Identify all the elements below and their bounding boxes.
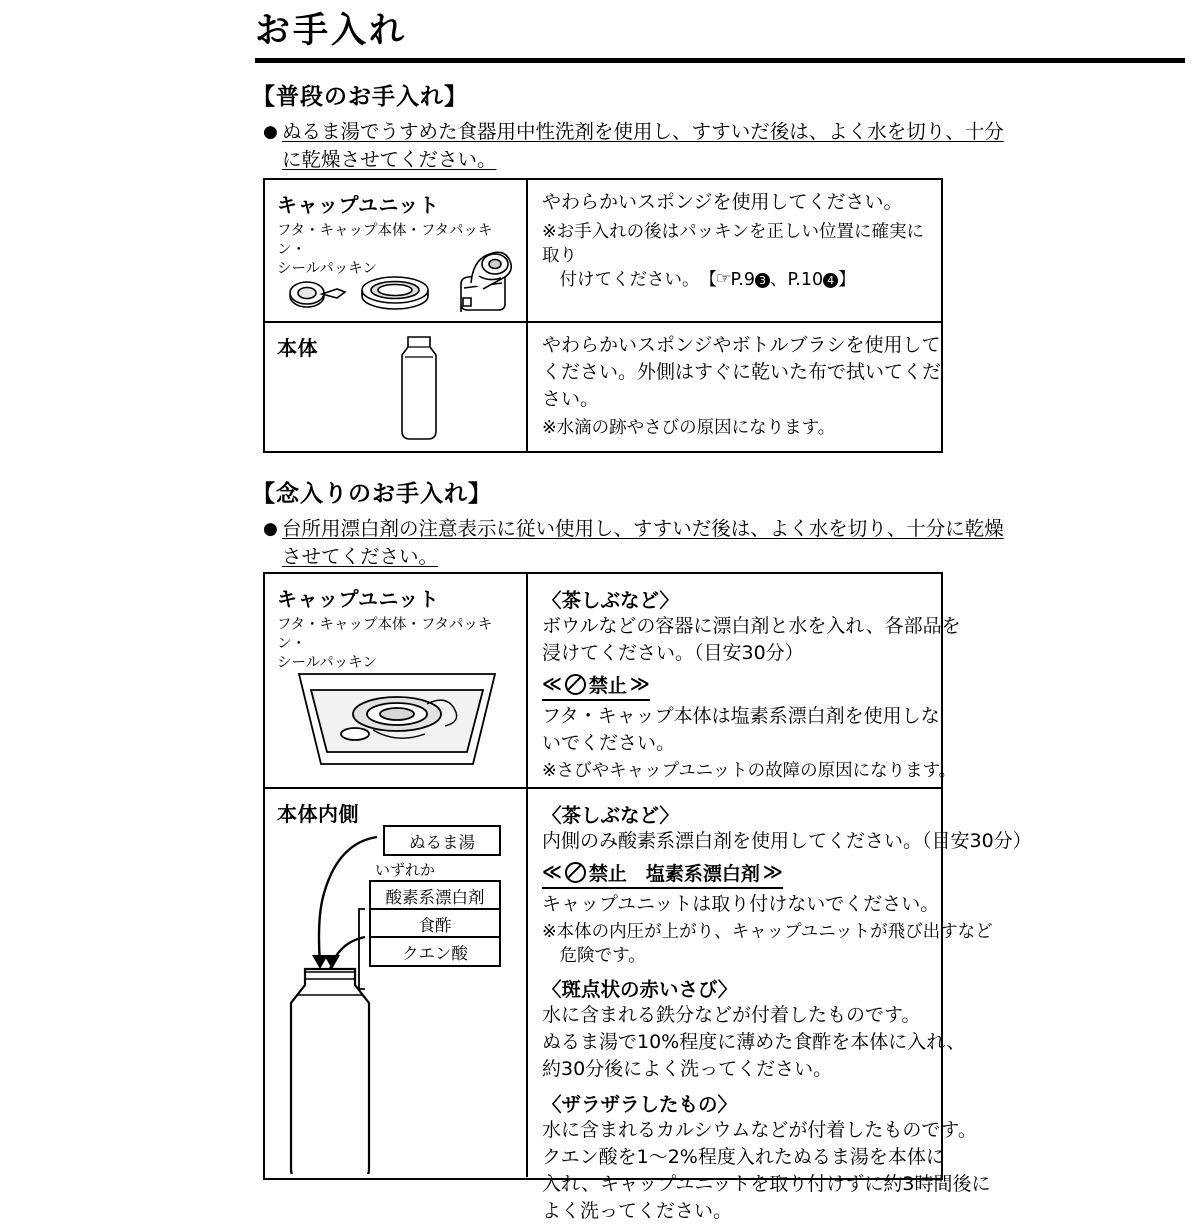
soak-note-line: ※さびやキャップユニットの故障の原因になります。 (542, 760, 957, 781)
pageref-open: 【 (699, 270, 717, 291)
body-instruction-line-2: ください。外側はすぐに乾いた布で拭いてくだ (542, 360, 942, 383)
body-instructions (528, 323, 953, 452)
body-title: 本体 (277, 336, 318, 360)
deposit-line-1: 水に含まれるカルシウムなどが付着したものです。 (542, 1119, 977, 1142)
cap-unit-note-line-1: ※お手入れの後はパッキンを正しい位置に確実に取り (542, 221, 924, 267)
body-inside-illustration (265, 819, 527, 1174)
inside-note-line-2: 危険です。 (542, 946, 646, 967)
prohibition-label: 禁止 塩素系漂白剤 (588, 862, 760, 885)
daily-care-line-1: ぬるま湯でうすめた食器用中性洗剤を使用し、すすいだ後は、よく水を切り、十分 (282, 120, 1004, 143)
inside-warning-line: キャップユニットは取り付けないでください。 (542, 892, 940, 915)
table-row (265, 574, 961, 789)
label-vinegar: 食酢 (369, 908, 501, 939)
body-instruction-line-1: やわらかいスポンジやボトルブラシを使用して (542, 334, 941, 356)
soak-warning-line-1: フタ・キャップ本体は塩素系漂白剤を使用しな (542, 704, 940, 727)
cap-unit-subtitle-2: シールパッキン (277, 655, 378, 672)
daily-care-table (263, 178, 943, 453)
deposit-line-3: 入れ、キャップユニットを取り付けずに約3時間後に (542, 1173, 991, 1196)
body-note-line: ※水滴の跡やさびの原因になります。 (542, 417, 836, 438)
pageref-close: 】 (838, 270, 856, 291)
deposit-line-2: クエン酸を1〜2%程度入れたぬるま湯を本体に (542, 1146, 945, 1169)
section-heading-thorough-care: 【念入りのお手入れ】 (252, 481, 492, 507)
cap-unit-subtitle-1: フタ・キャップ本体・フタパッキン・ (277, 617, 493, 653)
subhead-rough-deposit: 〈ザラザラしたもの〉 (542, 1093, 738, 1117)
soak-line-1: ボウルなどの容器に漂白剤と水を入れ、各部品を (542, 615, 961, 637)
cap-unit-soak-instructions (528, 574, 973, 787)
cap-unit-soak-cell (265, 574, 528, 787)
inside-line-1: 内側のみ酸素系漂白剤を使用してください。（目安30分） (542, 830, 1032, 852)
prohibition-banner (542, 671, 650, 701)
subhead-tea-stain: 〈茶しぶなど〉 (542, 589, 679, 612)
rust-line-3: 約30分後によく洗ってください。 (542, 1058, 833, 1081)
body-instruction-line-3: さい。 (542, 387, 600, 410)
cap-unit-instructions (528, 180, 941, 321)
bullet-marker: ● (263, 519, 278, 539)
body-cell (265, 323, 528, 452)
inside-note-line-1: ※本体の内圧が上がり、キャップユニットが飛び出すなど (542, 921, 993, 942)
pageref-page-2: P.10 (787, 270, 824, 291)
cap-unit-title: キャップユニット (277, 587, 440, 611)
bottle-body-illustration (375, 329, 465, 447)
rust-line-2: ぬるま湯で10%程度に薄めた食酢を本体に入れ、 (542, 1031, 966, 1054)
label-warm-water: ぬるま湯 (383, 825, 501, 856)
body-inside-instructions (528, 789, 1044, 1223)
thorough-care-bullet (263, 515, 1004, 570)
rust-line-1: 水に含まれる鉄分などが付着したものです。 (542, 1004, 921, 1027)
page-title: お手入れ (255, 11, 408, 51)
section-heading-daily-care: 【普段のお手入れ】 (252, 84, 468, 110)
daily-care-line-2: に乾燥させてください。 (282, 147, 497, 171)
table-row (265, 323, 941, 452)
body-inside-cell (265, 789, 528, 1177)
cap-unit-note-line-2: 付けてください。 (542, 270, 700, 291)
cap-unit-title: キャップユニット (277, 193, 440, 217)
pointing-hand-icon: ☞ (715, 269, 733, 288)
daily-care-bullet (263, 118, 1004, 173)
pageref-page-1: P.9 (730, 270, 755, 291)
prohibition-icon (565, 674, 586, 695)
page-reference (700, 268, 856, 292)
thorough-care-table (263, 572, 1032, 1223)
pageref-step-2: 4 (823, 273, 838, 288)
prohibition-close: ≫ (762, 861, 783, 884)
prohibition-icon (565, 862, 586, 883)
prohibition-close: ≫ (629, 673, 650, 696)
label-oxygen-bleach: 酸素系漂白剤 (369, 880, 501, 911)
pageref-separator: 、 (769, 270, 788, 291)
prohibition-open: ≪ (542, 861, 562, 884)
page-header (255, 10, 1185, 63)
soak-warning-line-2: いでください。 (542, 731, 676, 754)
cap-unit-cell (265, 180, 528, 321)
label-either: いずれか (375, 861, 436, 879)
body-inside-title: 本体内側 (277, 802, 359, 826)
cap-unit-subtitle-2: シールパッキン (277, 261, 378, 278)
label-citric-acid: クエン酸 (369, 936, 501, 967)
cap-unit-instruction-line: やわらかいスポンジを使用してください。 (542, 191, 903, 213)
prohibition-banner (542, 859, 783, 889)
table-row (265, 789, 1032, 1223)
deposit-line-4: よく洗ってください。 (542, 1200, 733, 1223)
bullet-marker: ● (263, 122, 278, 142)
subhead-tea-stain: 〈茶しぶなど〉 (542, 804, 679, 827)
pageref-step-1: 3 (755, 273, 770, 288)
cap-unit-parts-illustration (275, 234, 525, 320)
soak-line-2: 浸けてください。（目安30分） (542, 641, 804, 664)
prohibition-open: ≪ (542, 673, 562, 696)
soaking-container-illustration (277, 652, 517, 782)
cap-unit-subtitle-1: フタ・キャップ本体・フタパッキン・ (277, 223, 493, 259)
table-row (265, 180, 941, 323)
thorough-care-line-2: させてください。 (282, 544, 439, 568)
prohibition-label: 禁止 (588, 674, 627, 697)
thorough-care-line-1: 台所用漂白剤の注意表示に従い使用し、すすいだ後は、よく水を切り、十分に乾燥 (282, 517, 1004, 540)
subhead-red-rust: 〈斑点状の赤いさび〉 (542, 978, 738, 1002)
